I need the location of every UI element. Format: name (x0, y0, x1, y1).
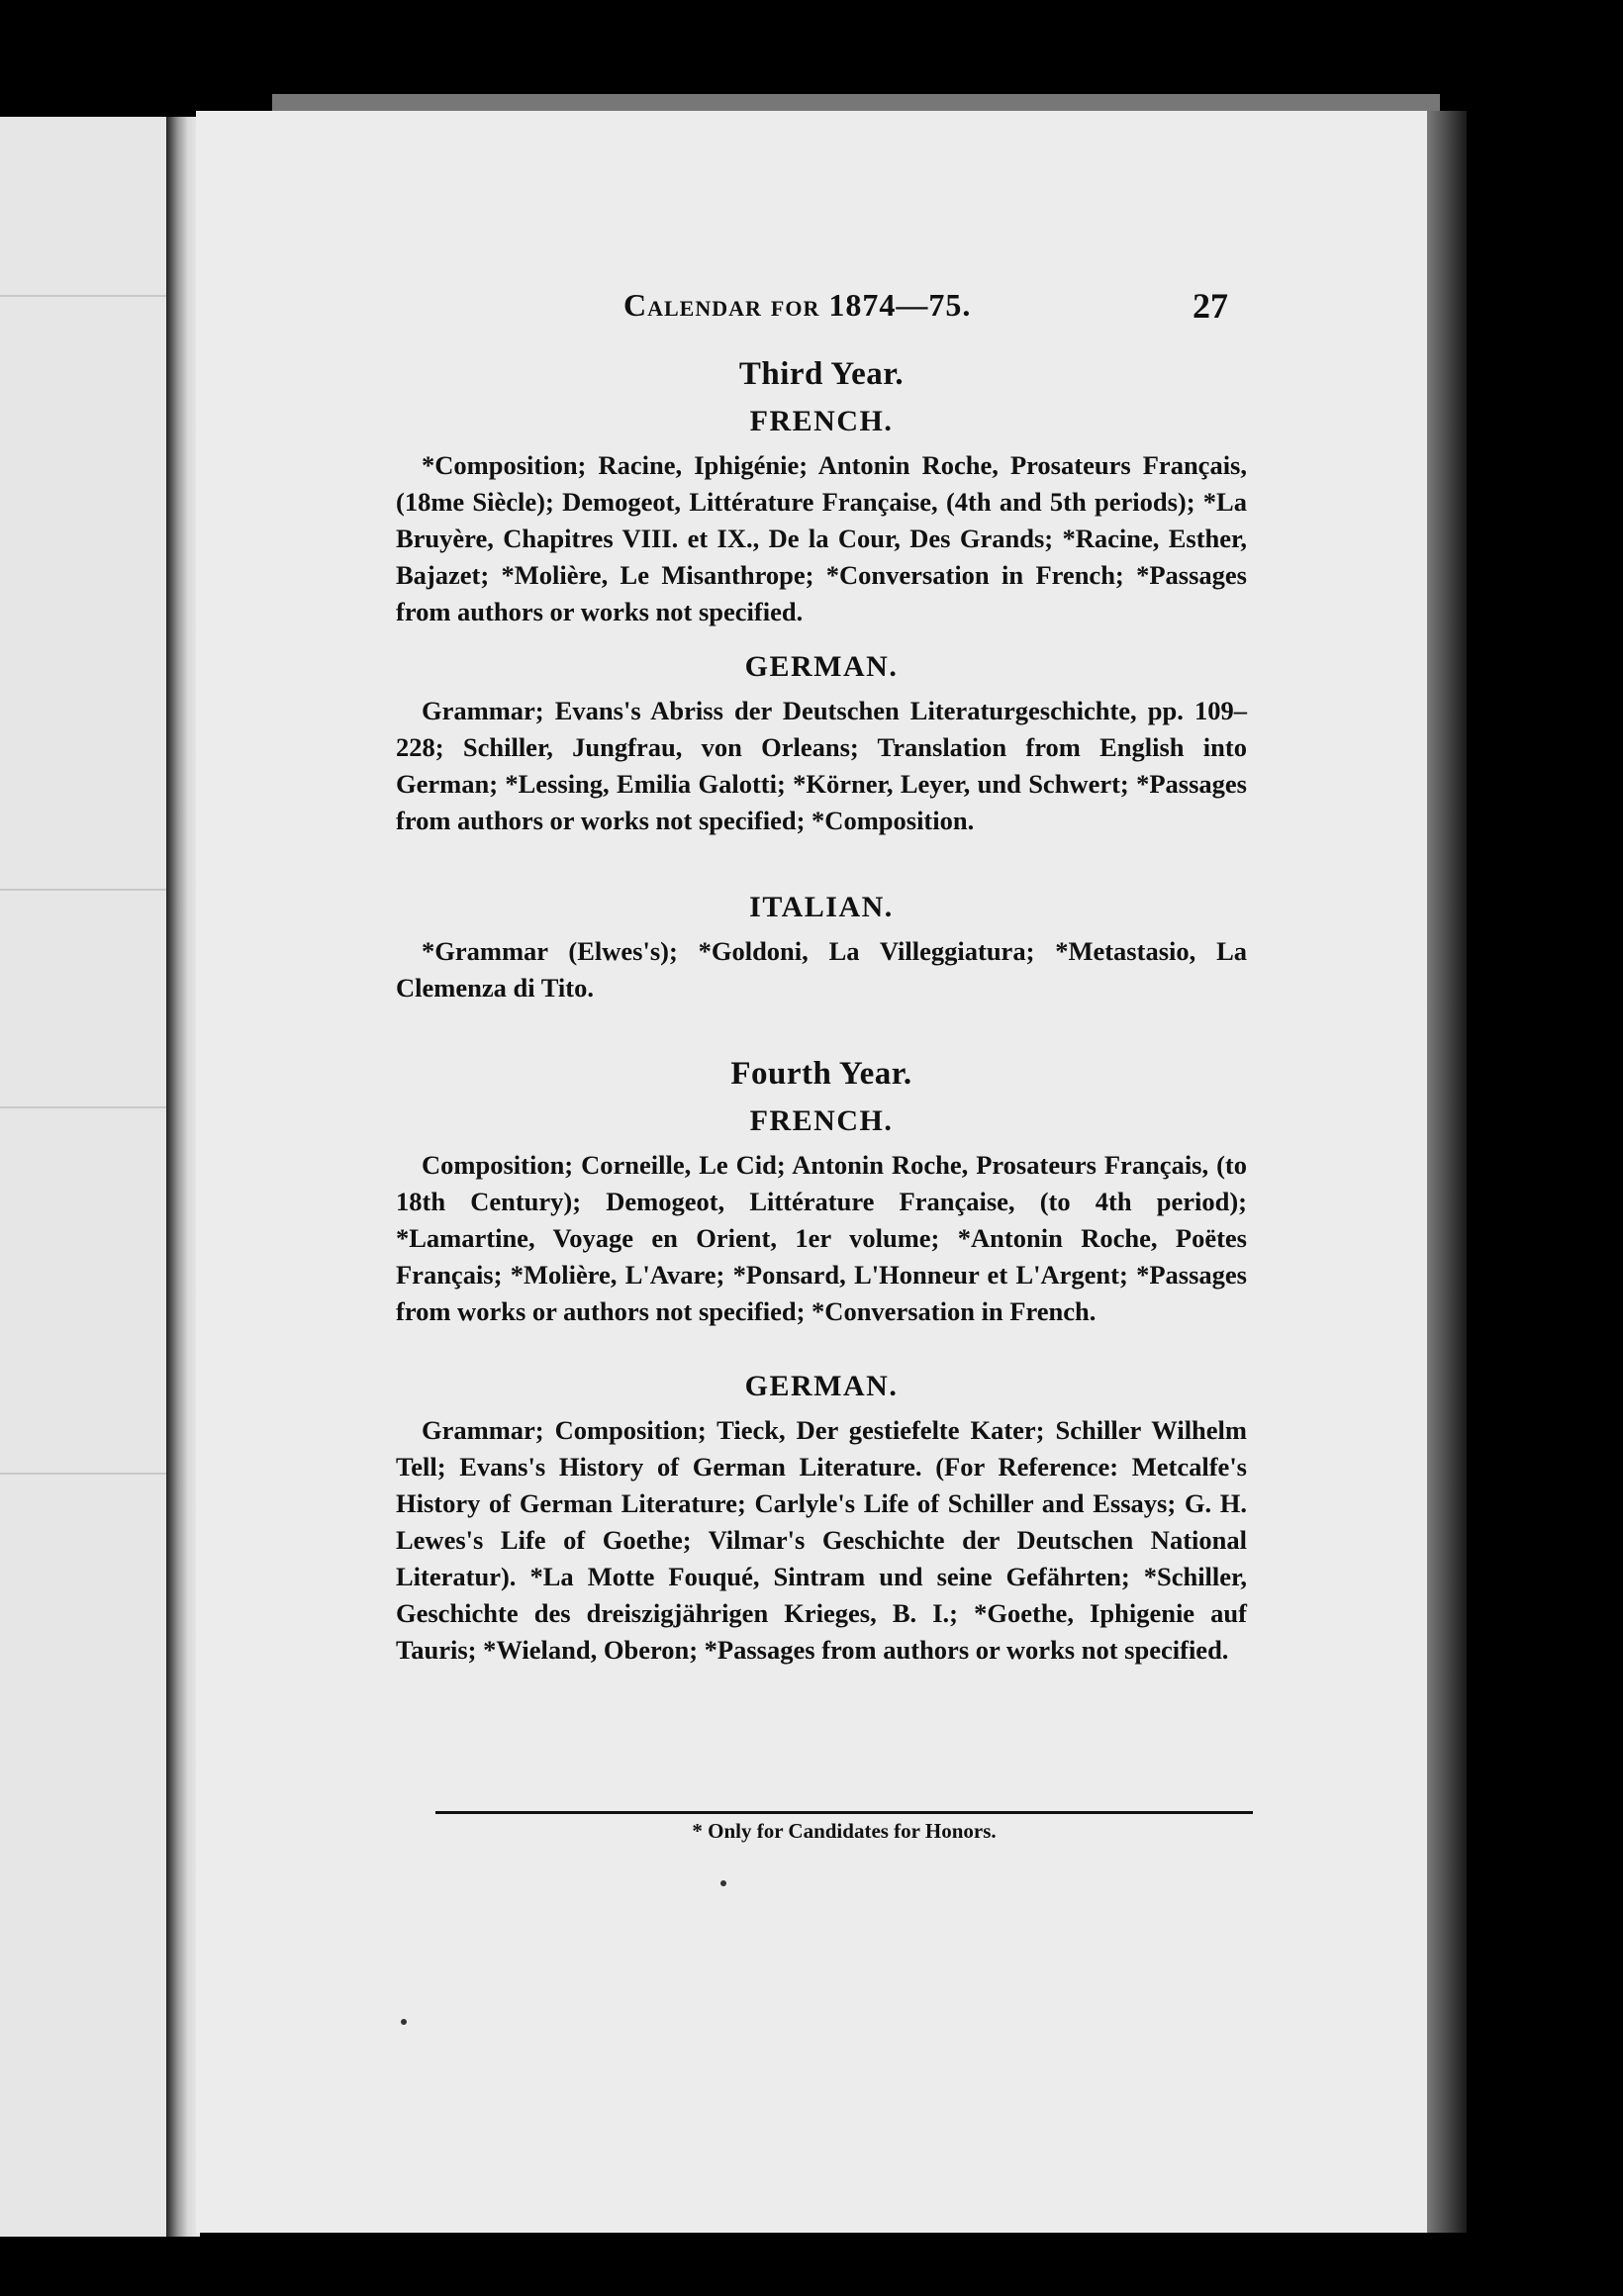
faint-line (0, 1106, 173, 1108)
spacer (396, 1330, 1247, 1358)
page-edge-shadow (1427, 111, 1467, 2233)
running-title: Calendar for 1874—75. (623, 287, 972, 323)
page-number: 27 (1193, 286, 1228, 326)
language-heading: GERMAN. (744, 1370, 899, 1402)
footnote-rule (435, 1811, 1253, 1814)
faint-line (0, 889, 173, 891)
print-speck (401, 2019, 407, 2025)
section-heading: Third Year. (738, 356, 905, 392)
faint-line (0, 295, 173, 297)
language-heading: FRENCH. (749, 405, 894, 437)
language-heading: FRENCH. (749, 1104, 894, 1137)
footnote: * Only for Candidates for Honors. (692, 1819, 997, 1843)
spacer (396, 1006, 1247, 1046)
facing-page-edge (0, 117, 173, 2237)
course-text: Composition; Corneille, Le Cid; Antonin Roche, Prosateurs Français, (to 18th Century); Demogeot, Littérature Française, (to 4th period); *Lamartine, Voyage en Orient, 1er volume; *Antonin Roche, Poëtes Français; *Molière, L'Avare; *Ponsard, L'Honneur et L'Argent; *Passages from works or authors not specified; *Conversation in French. (396, 1150, 1247, 1326)
language-heading: ITALIAN. (749, 891, 894, 923)
spacer (396, 839, 1247, 879)
page-content (396, 346, 1247, 1669)
faint-line (0, 1473, 173, 1475)
print-speck (720, 1880, 726, 1886)
course-text: Grammar; Composition; Tieck, Der gestiefelte Kater; Schiller Wilhelm Tell; Evans's History of German Literature. (For Reference: Metcalfe's History of German Literature; Carlyle's Life of Schiller and Essays; G. H. Lewes's Life of Goethe; Vilmar's Geschichte der Deutschen National Literatur). *La Motte Fouqué, Sintram und seine Gefährten; *Schiller, Geschichte des dreiszigjährigen Krieges, B. I.; *Goethe, Iphigenie auf Tauris; *Wieland, Oberon; *Passages from authors or works not specified. (396, 1415, 1247, 1665)
book-gutter (166, 117, 200, 2237)
course-text: *Grammar (Elwes's); *Goldoni, La Villeggiatura; *Metastasio, La Clemenza di Tito. (396, 936, 1247, 1003)
section-heading: Fourth Year. (730, 1056, 912, 1092)
course-text: *Composition; Racine, Iphigénie; Antonin Roche, Prosateurs Français, (18me Siècle); Demogeot, Littérature Française, (4th and 5th periods); *La Bruyère, Chapitres VIII. et IX., De la Cour, Des Grands; *Racine, Esther, Bajazet; *Molière, Le Misanthrope; *Conversation in French; *Passages from authors or works not specified. (396, 450, 1247, 626)
language-heading: GERMAN. (744, 650, 899, 683)
course-text: Grammar; Evans's Abriss der Deutschen Literaturgeschichte, pp. 109–228; Schiller, Jungfrau, von Orleans; Translation from English into German; *Lessing, Emilia Galotti; *Körner, Leyer, und Schwert; *Passages from authors or works not specified; *Composition. (396, 696, 1247, 835)
